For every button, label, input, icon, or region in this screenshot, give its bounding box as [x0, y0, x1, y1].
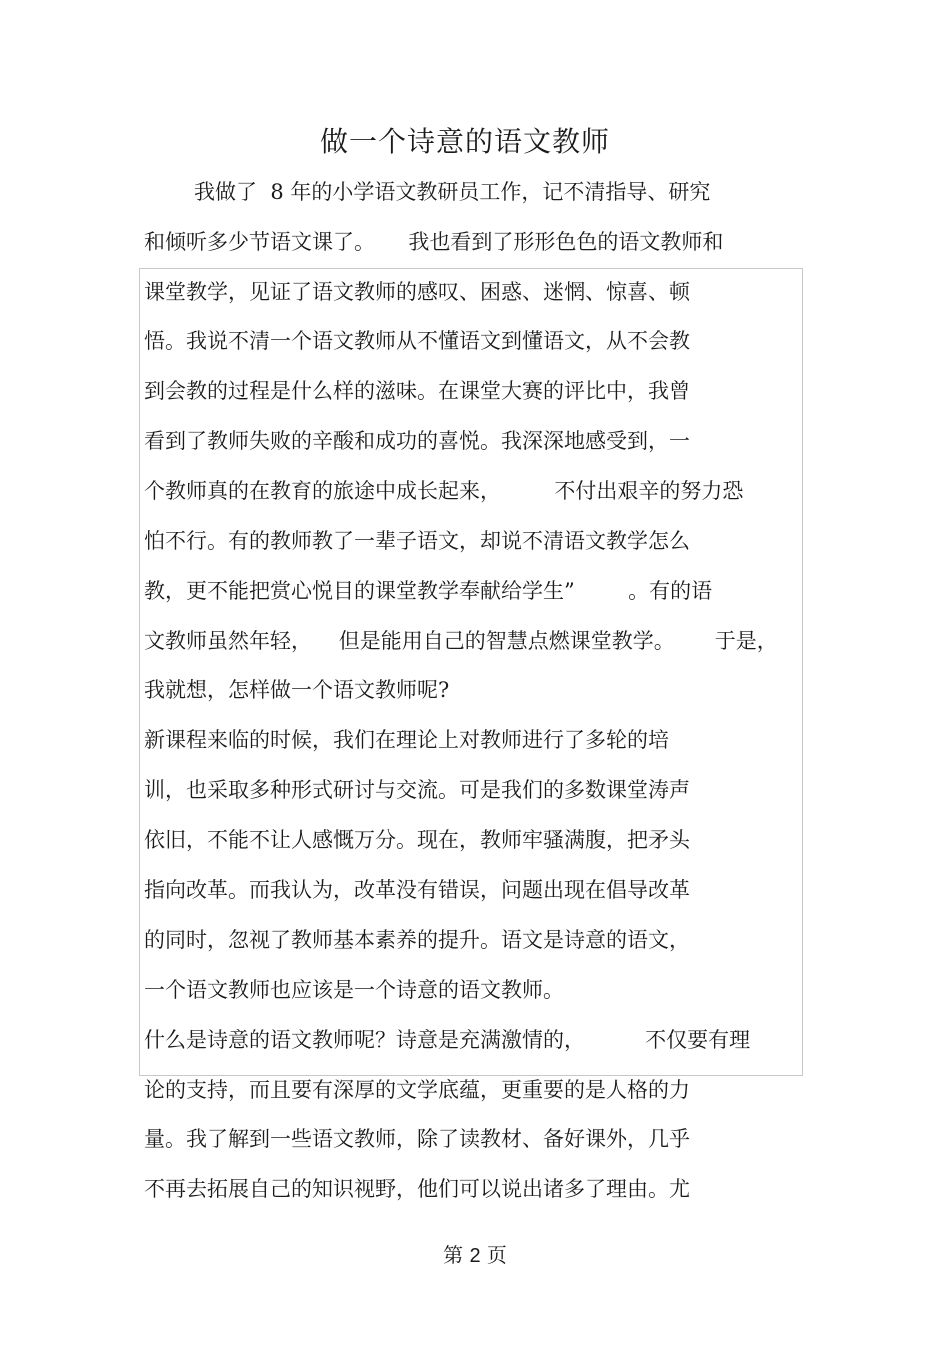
paragraph-line: 和倾听多少节语文课了。 我也看到了形形色色的语文教师和 — [144, 230, 724, 254]
paragraph-line: 怕不行。有的教师教了一辈子语文，却说不清语文教学怎么 — [144, 529, 690, 553]
paragraph-line: 的同时，忽视了教师基本素养的提升。语文是诗意的语文， — [144, 928, 690, 952]
paragraph-line: 悟。我说不清一个语文教师从不懂语文到懂语文，从不会教 — [144, 329, 690, 353]
paragraph-line: 一个语文教师也应该是一个诗意的语文教师。 — [144, 978, 564, 1002]
paragraph-line: 看到了教师失败的辛酸和成功的喜悦。我深深地感受到，一 — [144, 429, 690, 453]
paragraph-line: 量。我了解到一些语文教师，除了读教材、备好课外，几乎 — [144, 1127, 690, 1151]
page-number: 2 — [469, 1245, 481, 1267]
paragraph-line: 新课程来临的时候，我们在理论上对教师进行了多轮的培 — [144, 728, 669, 752]
paragraph-line: 指向改革。而我认为，改革没有错误，问题出现在倡导改革 — [144, 878, 690, 902]
page-footer-suffix: 页 — [486, 1243, 507, 1267]
paragraph-line: 我做了 8 年的小学语文教研员工作，记不清指导、研究 — [194, 180, 711, 204]
paragraph-line: 到会教的过程是什么样的滋味。在课堂大赛的评比中，我曾 — [144, 379, 690, 403]
paragraph-line: 个教师真的在教育的旅途中成长起来， 不付出艰辛的努力恐 — [144, 479, 744, 503]
paragraph-line: 文教师虽然年轻， 但是能用自己的智慧点燃课堂教学。 于是， — [144, 629, 778, 653]
paragraph-line: 教，更不能把赏心悦目的课堂教学奉献给学生” 。有的语 — [144, 579, 713, 603]
document-title: 做一个诗意的语文教师 — [319, 125, 610, 158]
paragraph-line: 论的支持，而且要有深厚的文学底蕴，更重要的是人格的力 — [144, 1078, 690, 1102]
paragraph-line: 不再去拓展自己的知识视野，他们可以说出诸多了理由。尤 — [144, 1177, 690, 1201]
paragraph-line: 课堂教学，见证了语文教师的感叹、困惑、迷惘、惊喜、顿 — [144, 280, 690, 304]
paragraph-line: 依旧，不能不让人感慨万分。现在，教师牢骚满腹，把矛头 — [144, 828, 690, 852]
paragraph-line: 训，也采取多种形式研讨与交流。可是我们的多数课堂涛声 — [144, 778, 690, 802]
paragraph-line: 什么是诗意的语文教师呢？诗意是充满激情的， 不仅要有理 — [144, 1028, 751, 1052]
page-footer-prefix: 第 — [443, 1243, 464, 1267]
page-footer — [0, 1240, 950, 1271]
paragraph-line: 我就想，怎样做一个语文教师呢? — [144, 678, 450, 702]
